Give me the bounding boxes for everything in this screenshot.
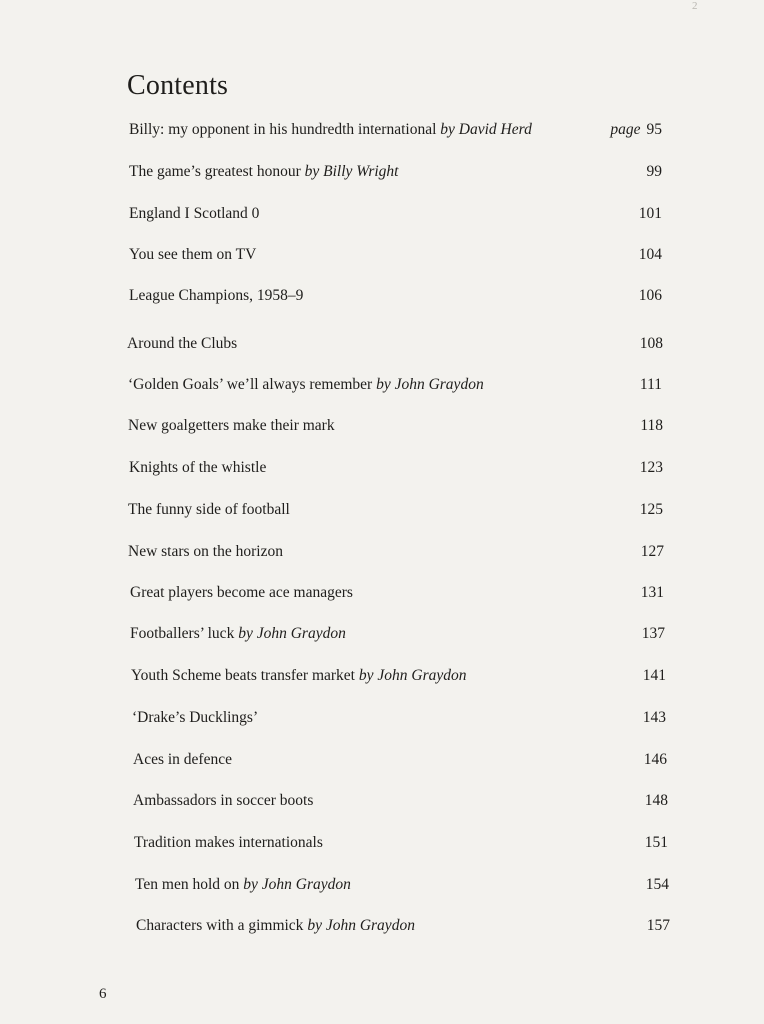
toc-entry-page: 108 xyxy=(639,335,663,352)
toc-entry-title: New stars on the horizon xyxy=(128,543,283,560)
toc-entry-page: 151 xyxy=(644,834,668,851)
toc-entry-title: Characters with a gimmick by John Graydon xyxy=(136,917,415,934)
toc-entry-page: 111 xyxy=(639,376,662,393)
toc-entry-title: England I Scotland 0 xyxy=(129,205,260,222)
toc-entry xyxy=(128,540,664,564)
toc-entry xyxy=(133,748,667,772)
toc-entry xyxy=(136,914,670,938)
toc-entry-title: You see them on TV xyxy=(129,246,257,263)
toc-entry-page: 104 xyxy=(638,246,662,263)
toc-entry-title: ‘Drake’s Ducklings’ xyxy=(132,709,259,726)
toc-entry-page: 118 xyxy=(640,417,663,434)
page-prefix: page xyxy=(610,121,641,138)
toc-entry-page: 157 xyxy=(646,917,670,934)
toc-entry-title: Aces in defence xyxy=(133,751,232,768)
toc-entry xyxy=(131,664,666,688)
toc-entry-author: John Graydon xyxy=(325,917,415,934)
toc-entry-page: 123 xyxy=(639,459,663,476)
toc-entry-title: Footballers’ luck by John Graydon xyxy=(130,625,346,642)
toc-entry-page: 99 xyxy=(646,163,662,180)
toc-entry xyxy=(127,332,663,356)
toc-entry-page: 127 xyxy=(640,543,664,560)
toc-entry-author: John Graydon xyxy=(261,876,351,893)
toc-entry-author: John Graydon xyxy=(256,625,346,642)
toc-entry-title: Youth Scheme beats transfer market by John Graydon xyxy=(131,667,467,684)
pencil-mark: 2 xyxy=(692,0,698,12)
toc-entry-title: Around the Clubs xyxy=(127,335,238,352)
toc-entry xyxy=(128,498,663,522)
toc-entry-author: Billy Wright xyxy=(323,163,399,180)
toc-entry-author: John Graydon xyxy=(394,376,484,393)
toc-entry xyxy=(128,414,663,438)
toc-entry-page: 131 xyxy=(640,584,664,601)
toc-entry xyxy=(130,581,664,605)
toc-entry xyxy=(129,243,662,267)
toc-entry-page: page 95 xyxy=(610,121,662,138)
page-number: 6 xyxy=(99,986,107,1002)
toc-entry xyxy=(129,202,662,226)
toc-entry-title: The funny side of football xyxy=(128,501,290,518)
toc-entry-page: 143 xyxy=(642,709,666,726)
toc-entry-page: 146 xyxy=(643,751,667,768)
toc-entry-title: Knights of the whistle xyxy=(129,459,267,476)
toc-entry xyxy=(134,831,668,855)
toc-entry xyxy=(129,284,662,308)
toc-entry-title: Great players become ace managers xyxy=(130,584,353,601)
toc-entry-page: 154 xyxy=(645,876,669,893)
toc-entry xyxy=(129,456,663,480)
toc-entry-title: Ambassadors in soccer boots xyxy=(133,792,314,809)
toc-entry-title: New goalgetters make their mark xyxy=(128,417,335,434)
toc-entry-title: League Champions, 1958–9 xyxy=(129,287,304,304)
toc-entry-title: Tradition makes internationals xyxy=(134,834,323,851)
toc-entry-author: John Graydon xyxy=(377,667,467,684)
toc-entry-author: David Herd xyxy=(458,121,532,138)
toc-entry xyxy=(129,118,662,142)
toc-entry-page: 141 xyxy=(642,667,666,684)
toc-entry xyxy=(128,373,662,397)
toc-entry-title: The game’s greatest honour by Billy Wright xyxy=(129,163,399,180)
toc-entry-page: 148 xyxy=(644,792,668,809)
toc-entry-title: Ten men hold on by John Graydon xyxy=(135,876,351,893)
toc-entry-page: 101 xyxy=(638,205,662,222)
toc-entry xyxy=(130,622,665,646)
toc-entry xyxy=(129,160,662,184)
toc-entry xyxy=(132,706,666,730)
toc-entry-page: 125 xyxy=(639,501,663,518)
toc-entry-page: 106 xyxy=(638,287,662,304)
toc-entry xyxy=(133,789,668,813)
toc-entry-title: ‘Golden Goals’ we’ll always remember by John Graydon xyxy=(128,376,484,393)
toc-entry-page: 137 xyxy=(641,625,665,642)
toc-entry xyxy=(135,873,669,897)
page-title: Contents xyxy=(127,70,229,101)
toc-entry-title: Billy: my opponent in his hundredth international by David Herd xyxy=(129,121,532,138)
